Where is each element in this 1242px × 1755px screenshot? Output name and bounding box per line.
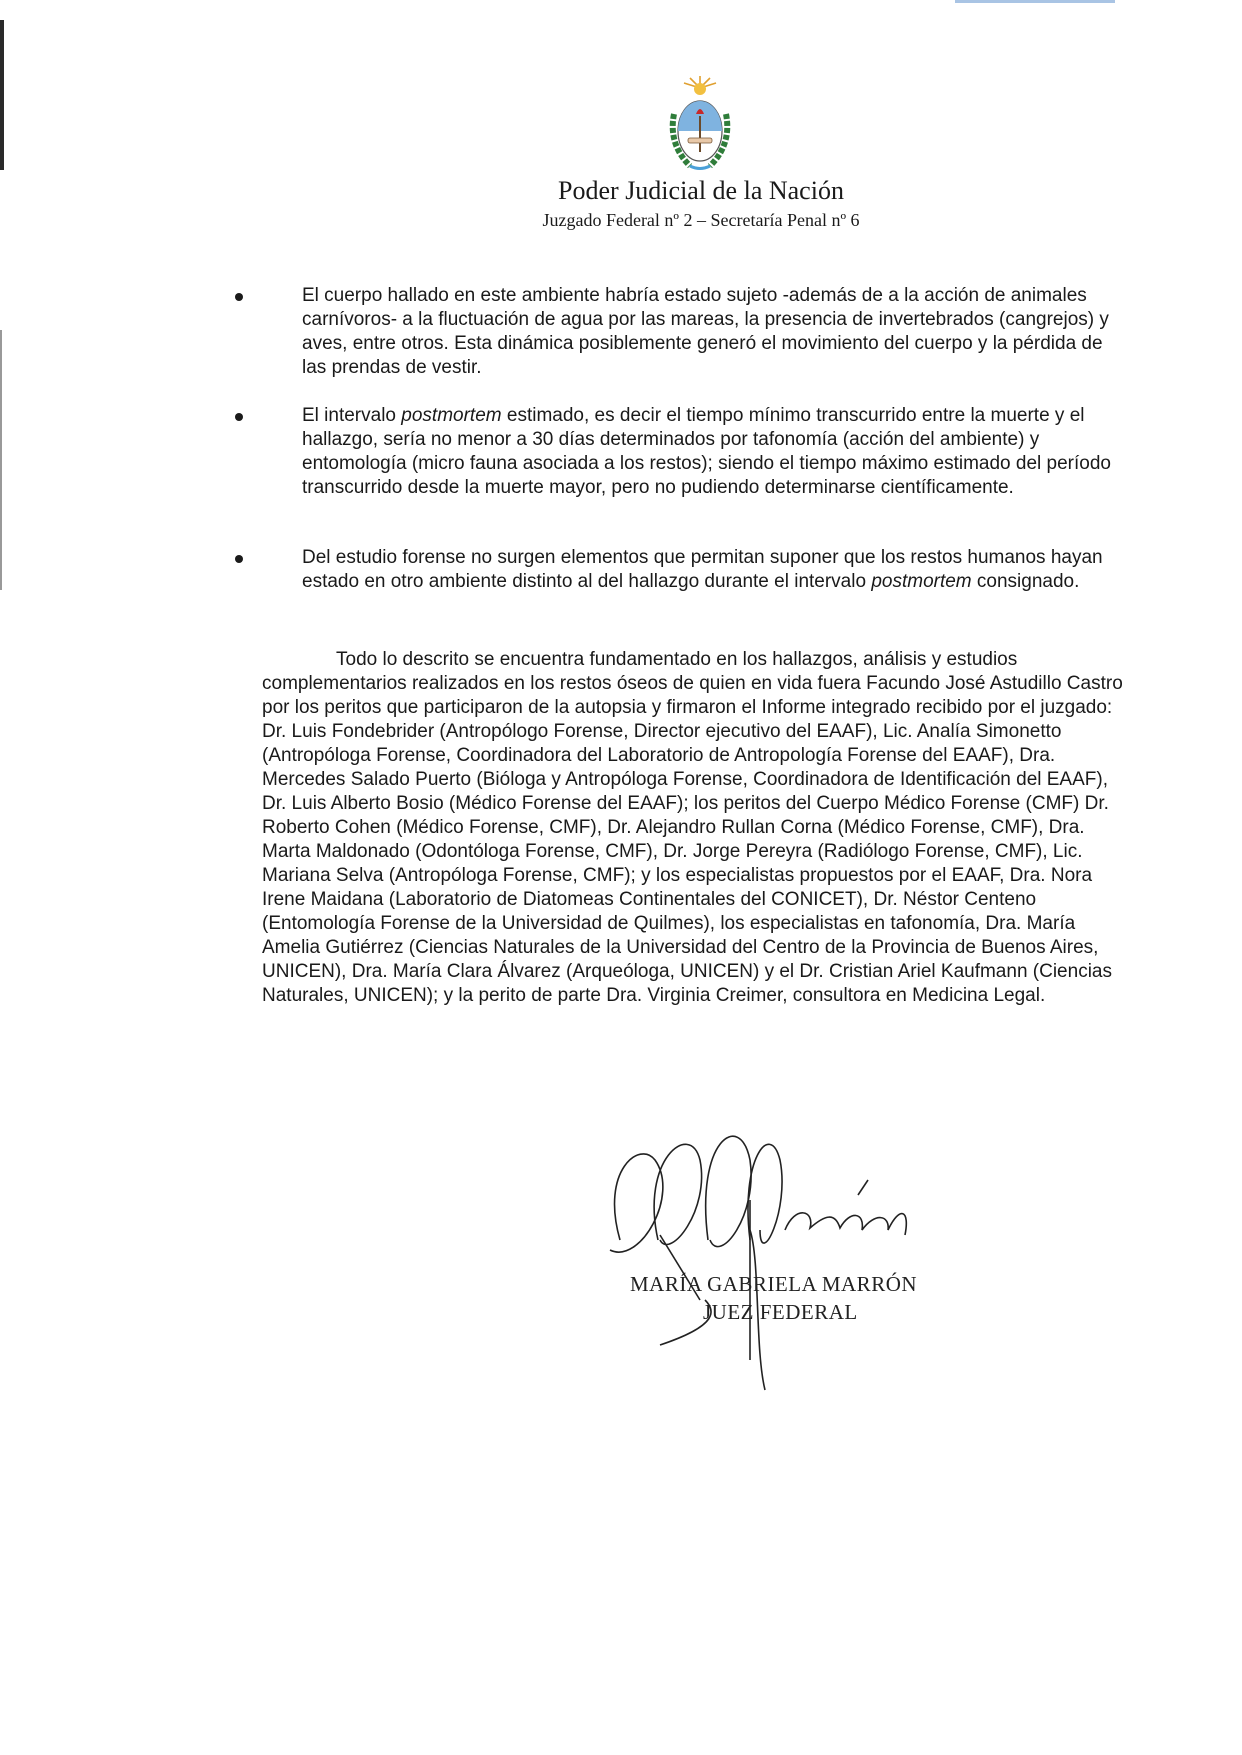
closing-paragraph: Todo lo descrito se encuentra fundamentado en los hallazgos, análisis y estudios complementarios realizados en los restos óseos de quien en vida fuera Facundo José Astudillo Castro por los peritos que participaron de la autopsia y firmaron el Informe integrado recibido por el juzgado: Dr. Luis Fondebrider (Antropólogo Forense, Director ejecutivo del EAAF), Lic. Analía Simonetto (Antropóloga Forense, Coordinadora del Laboratorio de Antropología Forense del EAAF), Dra. Mercedes Salado Puerto (Bióloga y Antropóloga Forense, Coordinadora de Identificación del EAAF), Dr. Luis Alberto Bosio (Médico Forense del EAAF); los peritos del Cuerpo Médico Forense (CMF) Dr. Roberto Cohen (Médico Forense, CMF), Dr. Alejandro Rullan Corna (Médico Forense, CMF), Dra. Marta Maldonado (Odontóloga Forense, CMF), Dr. Jorge Pereyra (Radiólogo Forense, CMF), Lic. Mariana Selva (Antropóloga Forense, CMF); y los especialistas propuestos por el EAAF, Dra. Nora Irene Maidana (Laboratorio de Diatomeas Continentales del CONICET), Dr. Néstor Centeno (Entomología Forense de la Universidad de Quilmes), los especialistas en tafonomía, Dra. María Amelia Gutiérrez (Ciencias Naturales de la Universidad del Centro de la Provincia de Buenos Aires, UNICEN), Dra. María Clara Álvarez (Arqueóloga, UNICEN) y el Dr. Cristian Ariel Kaufmann (Ciencias Naturales, UNICEN); y la perito de parte Dra. Virginia Creimer, consultora en Medicina Legal.	[262, 649, 1123, 1006]
finding-text: Del estudio forense no surgen elementos que permitan suponer que los restos humanos hayan estado en otro ambiente distinto al del hallazgo durante el intervalo postmortem consignado.	[302, 547, 1103, 592]
scan-edge-mark-lower	[0, 330, 2, 590]
handwritten-signature	[600, 1100, 1000, 1400]
signatory-title: JUEZ FEDERAL	[703, 1300, 858, 1324]
finding-item	[262, 404, 1132, 524]
scan-top-mark	[955, 0, 1115, 3]
finding-item	[262, 546, 1132, 618]
seal-sun-disc	[694, 83, 706, 95]
findings-list	[262, 284, 1132, 642]
bullet-icon	[235, 293, 243, 301]
finding-item	[262, 284, 1132, 380]
court-subtitle: Juzgado Federal nº 2 – Secretaría Penal nº 6	[542, 210, 860, 230]
bullet-icon	[235, 555, 243, 563]
finding-text: El cuerpo hallado en este ambiente habría estado sujeto -además de a la acción de animales carnívoros- a la fluctuación de agua por las mareas, la presencia de invertebrados (cangrejos) y aves, entre otros. Esta dinámica posiblemente generó el movimiento del cuerpo y la pérdida de las prendas de vestir.	[302, 285, 1109, 378]
finding-text: El intervalo postmortem estimado, es decir el tiempo mínimo transcurrido entre la muerte y el hallazgo, sería no menor a 30 días determinados por tafonomía (acción del ambiente) y entomología (micro fauna asociada a los restos); siendo el tiempo máximo estimado del período transcurrido desde la muerte mayor, pero no pudiendo determinarse científicamente.	[302, 405, 1111, 498]
signatory-name: MARÍA GABRIELA MARRÓN	[630, 1272, 918, 1296]
national-seal-icon	[660, 74, 740, 174]
scan-edge-mark	[0, 20, 4, 170]
bullet-icon	[235, 413, 243, 421]
court-title: Poder Judicial de la Nación	[558, 176, 844, 205]
